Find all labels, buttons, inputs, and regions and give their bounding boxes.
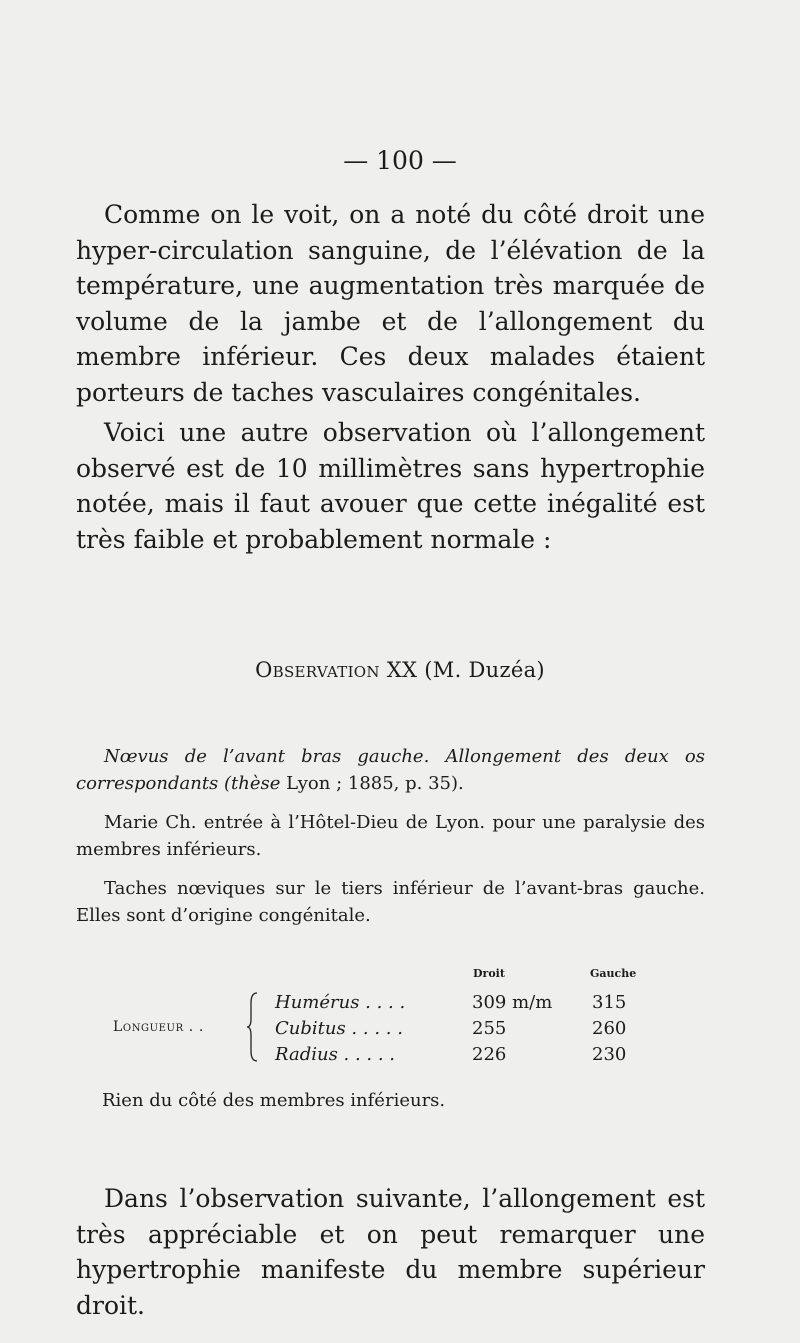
observation-subtitle [76,743,705,797]
row-label-longueur: Longueur . . [113,1019,204,1035]
observation-author: (M. Duzéa) [417,658,545,682]
paragraph: Dans l’observation suivante, l’allongement est très appréciable et on peut remarquer une hypertrophie manifeste du membre supérieur droit. [76,1184,705,1320]
value-gauche: 230 [592,1044,627,1065]
table-row [275,1017,695,1041]
value-droit: 309 m/m [472,992,553,1013]
subtitle-roman: Lyon ; 1885, p. 35). [280,773,464,794]
paragraph: Marie Ch. entrée à l’Hôtel-Dieu de Lyon. pour une paralysie des membres inférieurs. [76,812,705,860]
table-row [275,991,695,1015]
subtitle-italic: Nœvus de l’avant bras gauche. Allongement des deux os correspondants (thèse [76,746,705,794]
final-text [76,1181,705,1323]
value-gauche: 315 [592,992,627,1013]
table-row [275,1043,695,1067]
bone-name: Cubitus . . . . . [275,1018,403,1039]
paragraph: Taches nœviques sur le tiers inférieur de l’avant-bras gauche. Elles sont d’origine congénitale. [76,878,705,926]
bone-name: Radius . . . . . [275,1044,396,1065]
observation-title [0,658,800,682]
bone-name: Humérus . . . . [275,992,406,1013]
column-header-droit: Droit [473,967,505,980]
column-header-gauche: Gauche [590,967,637,980]
rien-line: Rien du côté des membres inférieurs. [102,1090,446,1111]
page-number: — 100 — [343,146,457,175]
value-droit: 226 [472,1044,507,1065]
paragraph: Voici une autre observation où l’allongement observé est de 10 millimètres sans hypertrophie notée, mais il faut avouer que cette inégalité est très faible et probablement normale : [76,418,705,554]
intro-text [76,197,705,557]
curly-brace [247,991,261,1063]
value-droit: 255 [472,1018,507,1039]
paragraph: Comme on le voit, on a noté du côté droit une hyper-circulation sanguine, de l’élévation de la température, une augmentation très marquée de volume de la jambe et de l’allongement du membre inférieur. Ces deux malades étaient porteurs de taches vasculaires congénitales. [76,200,705,407]
value-gauche: 260 [592,1018,627,1039]
observation-number: Observation XX [255,658,418,682]
observation-body [76,743,705,929]
